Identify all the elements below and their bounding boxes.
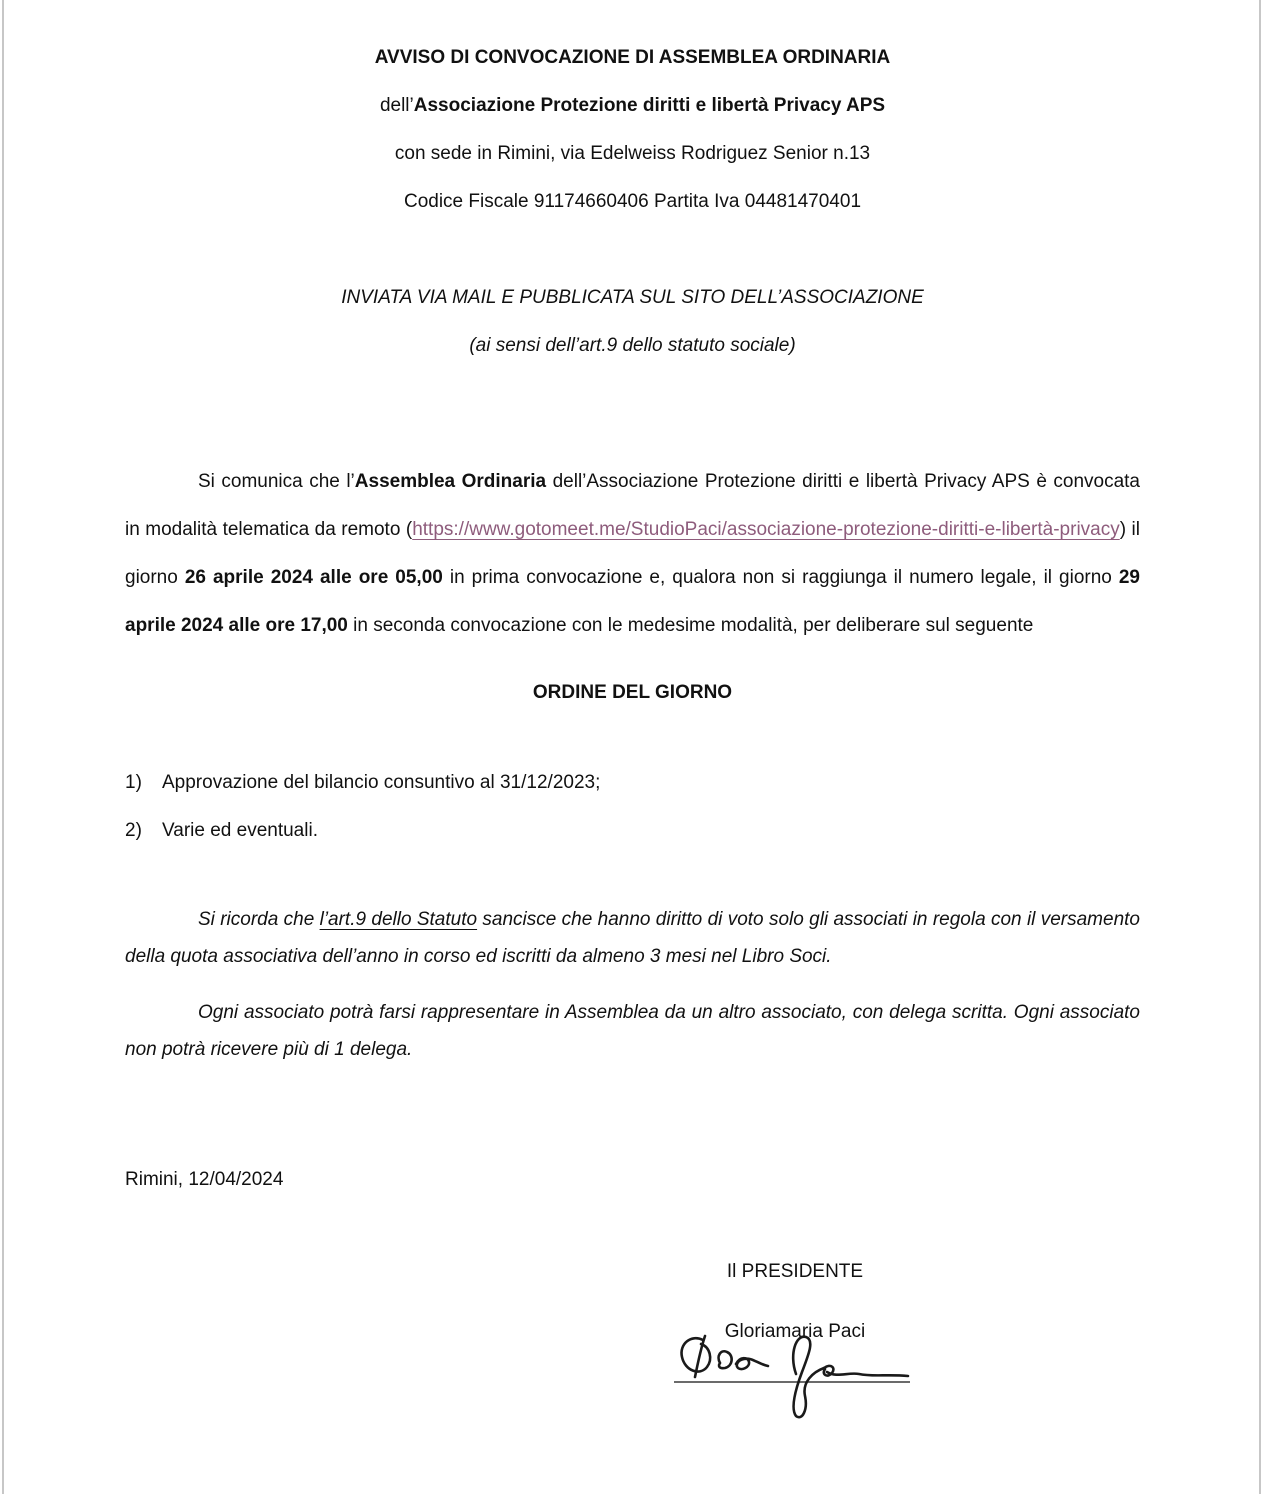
convocation-paragraph xyxy=(125,458,1140,650)
paragraph-text: dell’Associazione Protezione diritti e libertà Privacy APS è convocata in modalità telematica da remoto xyxy=(125,471,1141,540)
title-line-1: AVVISO DI CONVOCAZIONE DI ASSEMBLEA ORDINARIA xyxy=(374,47,891,68)
notice-line-2: (ai sensi dell’art.9 dello statuto sociale) xyxy=(469,335,796,356)
address-line: con sede in Rimini, via Edelweiss Rodriguez Senior n.13 xyxy=(394,143,871,164)
title-line-2 xyxy=(125,82,1140,130)
document-header xyxy=(125,34,1140,226)
agenda-item-text: Varie ed eventuali. xyxy=(162,820,318,841)
page-right-edge xyxy=(1259,0,1261,1494)
meeting-link[interactable]: https://www.gotomeet.me/StudioPaci/associazione-protezione-diritti-e-libertà-privacy xyxy=(412,519,1120,540)
first-call-datetime-bold: 26 aprile 2024 alle ore 05,00 xyxy=(184,567,443,588)
agenda-item xyxy=(125,759,1140,807)
agenda-title: ORDINE DEL GIORNO xyxy=(532,682,733,703)
paragraph-text: in seconda convocazione con le medesime modalità, per deliberare sul seguente xyxy=(347,615,1034,636)
open-paren: ( xyxy=(405,519,413,540)
president-name: Gloriamaria Paci xyxy=(724,1321,866,1342)
agenda-item-number: 2) xyxy=(125,820,142,841)
link-group xyxy=(406,519,1126,540)
page-left-edge xyxy=(2,0,4,1494)
paragraph-text: il giorno xyxy=(125,519,1140,588)
notice-line-1: INVIATA VIA MAIL E PUBBLICATA SUL SITO DELL’ASSOCIAZIONE xyxy=(341,287,924,308)
second-call-datetime-bold: 29 aprile 2024 alle ore 17,00 xyxy=(125,567,1140,636)
note-text: sancisce che hanno diritto di voto solo gli associati in regola con il versamento della quota associativa dell’anno in corso ed iscritti da almeno 3 mesi nel Libro Soci. xyxy=(125,909,1140,967)
fiscal-codes-line: Codice Fiscale 91174660406 Partita Iva 04481470401 xyxy=(403,191,862,212)
publication-notice xyxy=(125,274,1140,370)
dateline: Rimini, 12/04/2024 xyxy=(125,1169,284,1190)
signature-block xyxy=(595,1248,995,1422)
statute-reminder-note xyxy=(125,901,1140,975)
agenda-item-number: 1) xyxy=(125,772,142,793)
document-page xyxy=(125,34,1140,1422)
signature-image xyxy=(672,1330,922,1422)
agenda-list xyxy=(125,759,1140,855)
president-title: Il PRESIDENTE xyxy=(726,1261,864,1282)
assembly-name-bold: Assemblea Ordinaria xyxy=(354,471,547,492)
close-paren: ) xyxy=(1119,519,1127,540)
association-name: Associazione Protezione diritti e libertà Privacy APS xyxy=(413,95,886,116)
delegation-note: Ogni associato potrà farsi rappresentare in Assemblea da un altro associato, con delega scritta. Ogni associato non potrà ricevere più di 1 delega. xyxy=(125,1002,1140,1060)
agenda-item xyxy=(125,807,1140,855)
note-text: Si ricorda che xyxy=(198,909,320,930)
statute-article-underlined: l’art.9 dello Statuto xyxy=(319,909,478,930)
paragraph-text: in prima convocazione e, qualora non si raggiunga il numero legale, il giorno xyxy=(442,567,1119,588)
agenda-item-text: Approvazione del bilancio consuntivo al 31/12/2023; xyxy=(162,772,601,793)
title-line-2-prefix: dell’ xyxy=(379,95,414,116)
paragraph-text: Si comunica che l’ xyxy=(198,471,355,492)
